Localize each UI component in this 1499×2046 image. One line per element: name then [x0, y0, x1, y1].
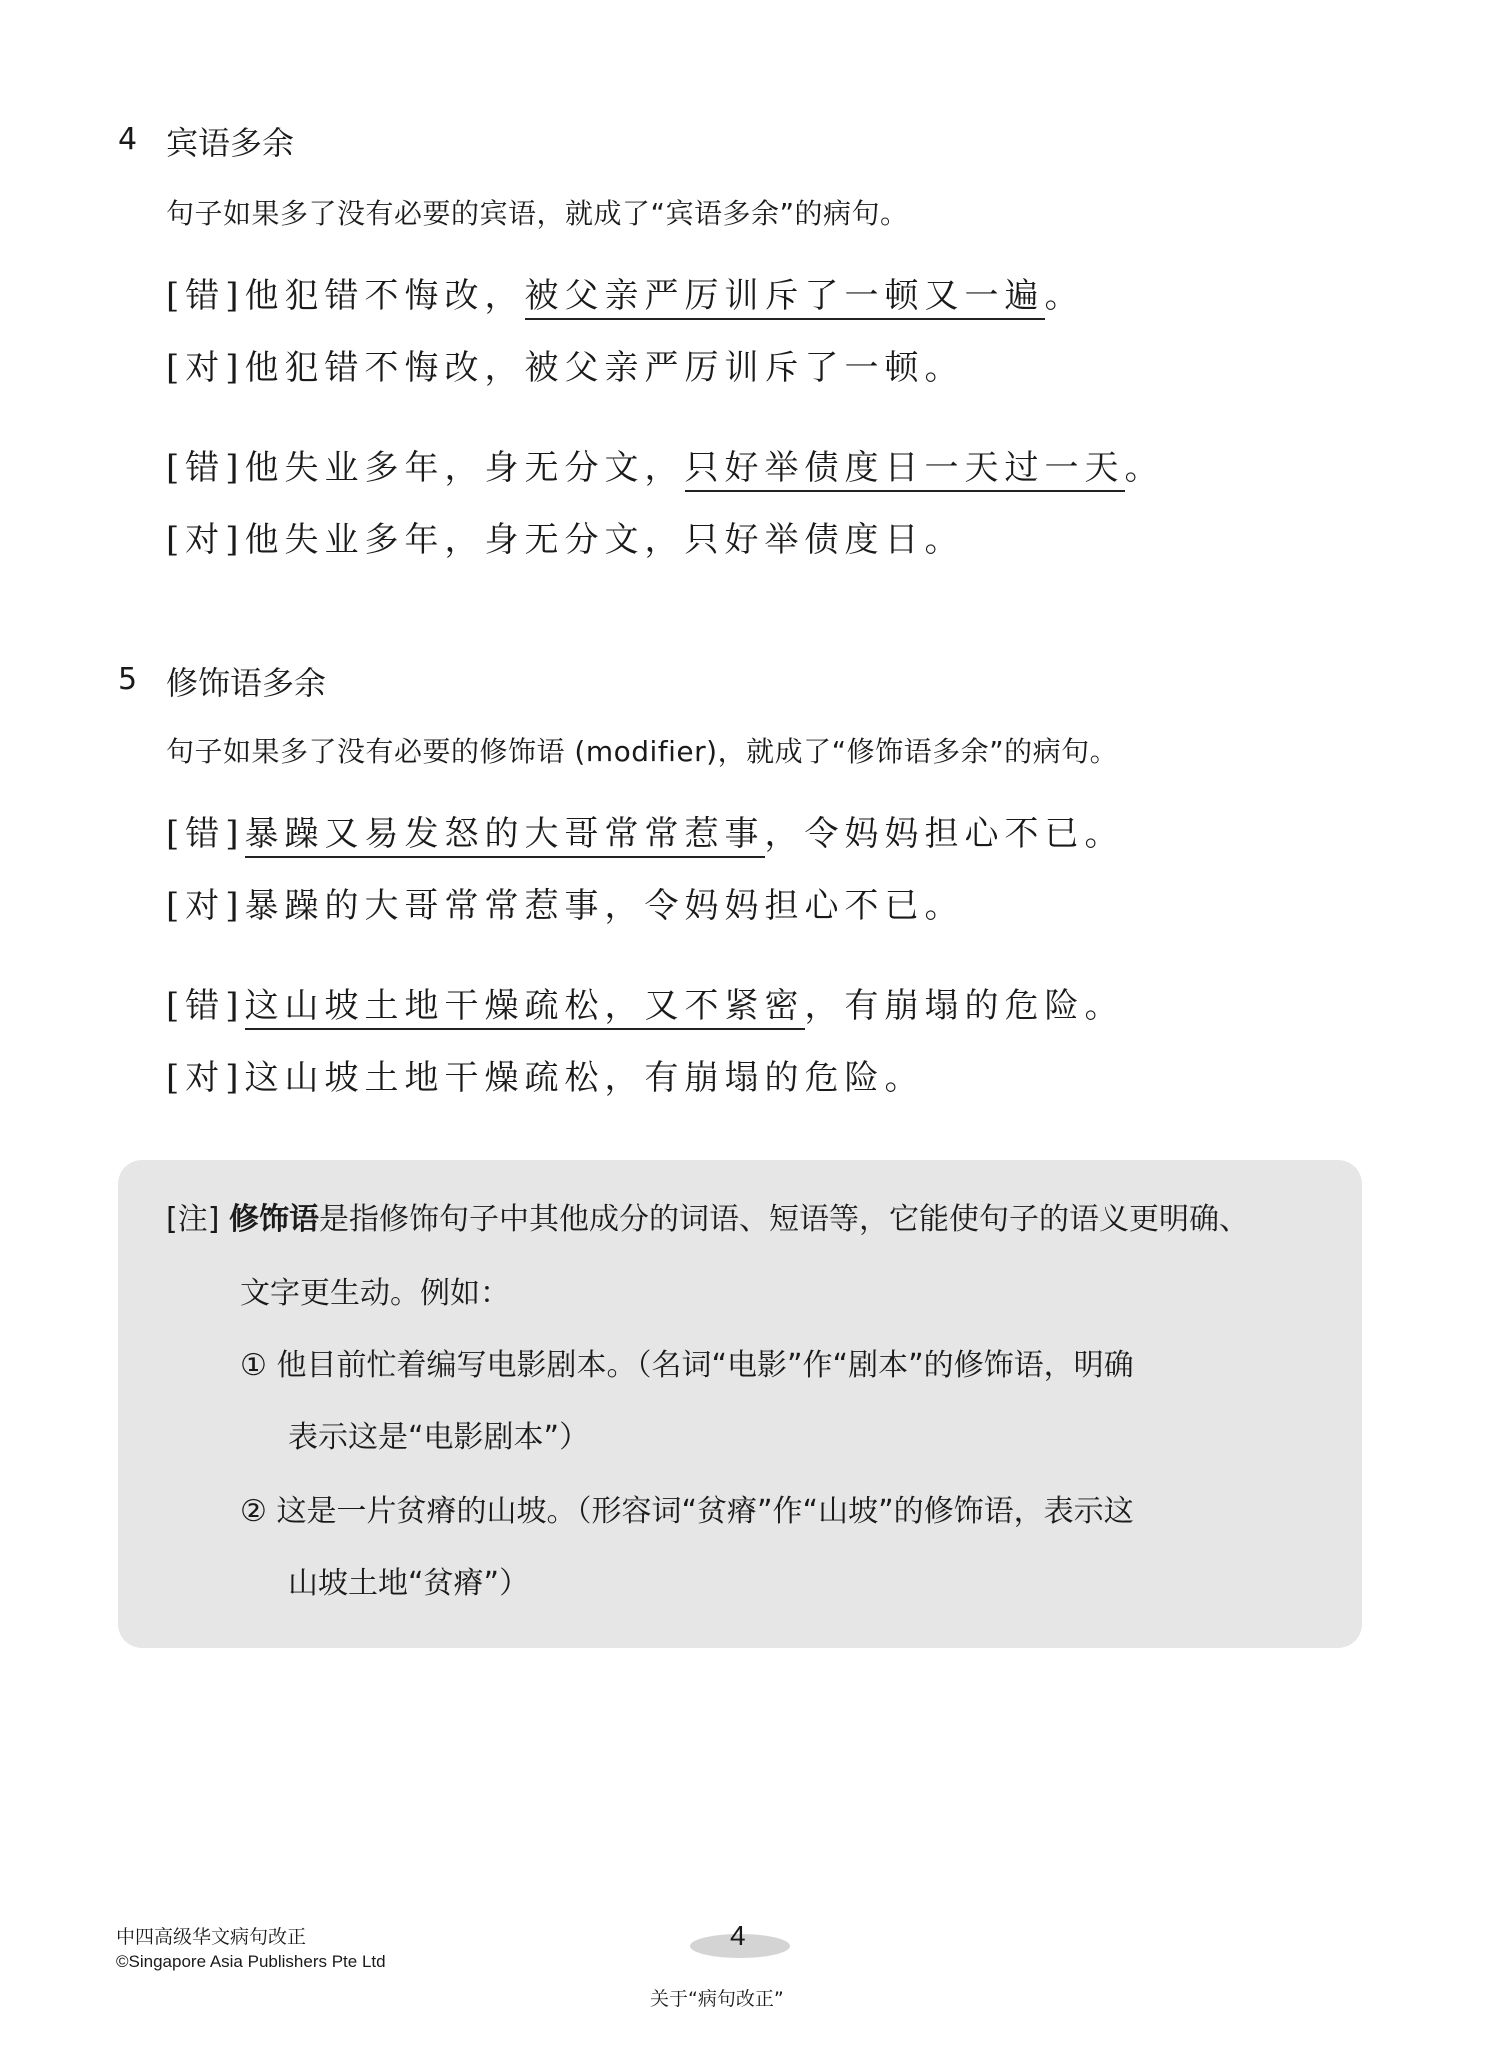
section-5-example-4: [166, 1050, 925, 1099]
example-underlined-text: 被父亲严厉训斥了一顿又一遍: [525, 276, 1045, 320]
section-5-number: 5: [118, 662, 138, 697]
section-5-intro: 句子如果多了没有必要的修饰语 (modifier)，就成了“修饰语多余”的病句。: [166, 735, 1119, 768]
example-tag: [错]: [166, 448, 245, 488]
example-text: 他失业多年，身无分文，只好举债度日。: [244, 520, 965, 560]
footer-copyright: ©Singapore Asia Publishers Pte Ltd: [116, 1952, 386, 1971]
section-4-example-3: [166, 440, 1165, 489]
note-item-1: [240, 1340, 1134, 1384]
example-tag: [对]: [166, 348, 245, 388]
footer-book-title: 中四高级华文病句改正: [116, 1926, 307, 1948]
note-item-1-number: ①: [240, 1348, 267, 1383]
example-text-end: 。: [1124, 448, 1165, 488]
example-text: 暴躁的大哥常常惹事，令妈妈担心不已。: [244, 886, 965, 926]
note-term: 修饰语: [228, 1202, 319, 1237]
example-text: 他犯错不悔改，被父亲严厉训斥了一顿。: [244, 348, 965, 388]
example-text-end: ，令妈妈担心不已。: [764, 814, 1125, 854]
footer-section-label: 关于“病句改正”: [650, 1988, 784, 2010]
section-5-example-2: [166, 878, 965, 927]
section-5-example-3: [166, 978, 1125, 1027]
section-4-example-4: [166, 512, 965, 561]
section-4-example-1: [166, 268, 1085, 317]
page-number: 4: [730, 1920, 746, 1951]
section-4-example-2: [166, 340, 965, 389]
example-underlined-text: 这山坡土地干燥疏松，又不紧密: [245, 986, 805, 1030]
note-line-1: [166, 1194, 1249, 1238]
section-5-title: 修饰语多余: [166, 664, 327, 702]
note-line-2: 文字更生动。例如：: [240, 1276, 510, 1311]
example-text: 这山坡土地干燥疏松，有崩塌的危险。: [244, 1058, 925, 1098]
example-tag: [对]: [166, 520, 245, 560]
note-item-2: [240, 1486, 1134, 1530]
example-text-end: 。: [1044, 276, 1085, 316]
note-item-1-text: 他目前忙着编写电影剧本。（名词“电影”作“剧本”的修饰语，明确: [276, 1348, 1134, 1383]
note-item-2-number: ②: [240, 1494, 267, 1529]
section-4-number: 4: [118, 122, 138, 157]
example-tag: [错]: [166, 814, 245, 854]
note-item-1-continued: 表示这是“电影剧本”）: [288, 1420, 590, 1455]
example-underlined-text: 暴躁又易发怒的大哥常常惹事: [245, 814, 765, 858]
section-5-example-1: [166, 806, 1125, 855]
note-item-2-continued: 山坡土地“贫瘠”）: [288, 1566, 530, 1601]
example-tag: [错]: [166, 986, 245, 1026]
example-tag: [错]: [166, 276, 245, 316]
example-underlined-text: 只好举债度日一天过一天: [685, 448, 1125, 492]
note-item-2-text: 这是一片贫瘠的山坡。（形容词“贫瘠”作“山坡”的修饰语，表示这: [276, 1494, 1134, 1529]
note-tag: [注]: [166, 1202, 220, 1237]
example-text: 他失业多年，身无分文，: [244, 448, 685, 488]
example-tag: [对]: [166, 886, 245, 926]
section-4-intro: 句子如果多了没有必要的宾语，就成了“宾语多余”的病句。: [166, 197, 909, 230]
section-4-title: 宾语多余: [166, 124, 295, 162]
example-tag: [对]: [166, 1058, 245, 1098]
note-definition: 是指修饰句子中其他成分的词语、短语等，它能使句子的语义更明确、: [318, 1202, 1249, 1237]
example-text: 他犯错不悔改，: [244, 276, 525, 316]
example-text-end: ，有崩塌的危险。: [804, 986, 1125, 1026]
